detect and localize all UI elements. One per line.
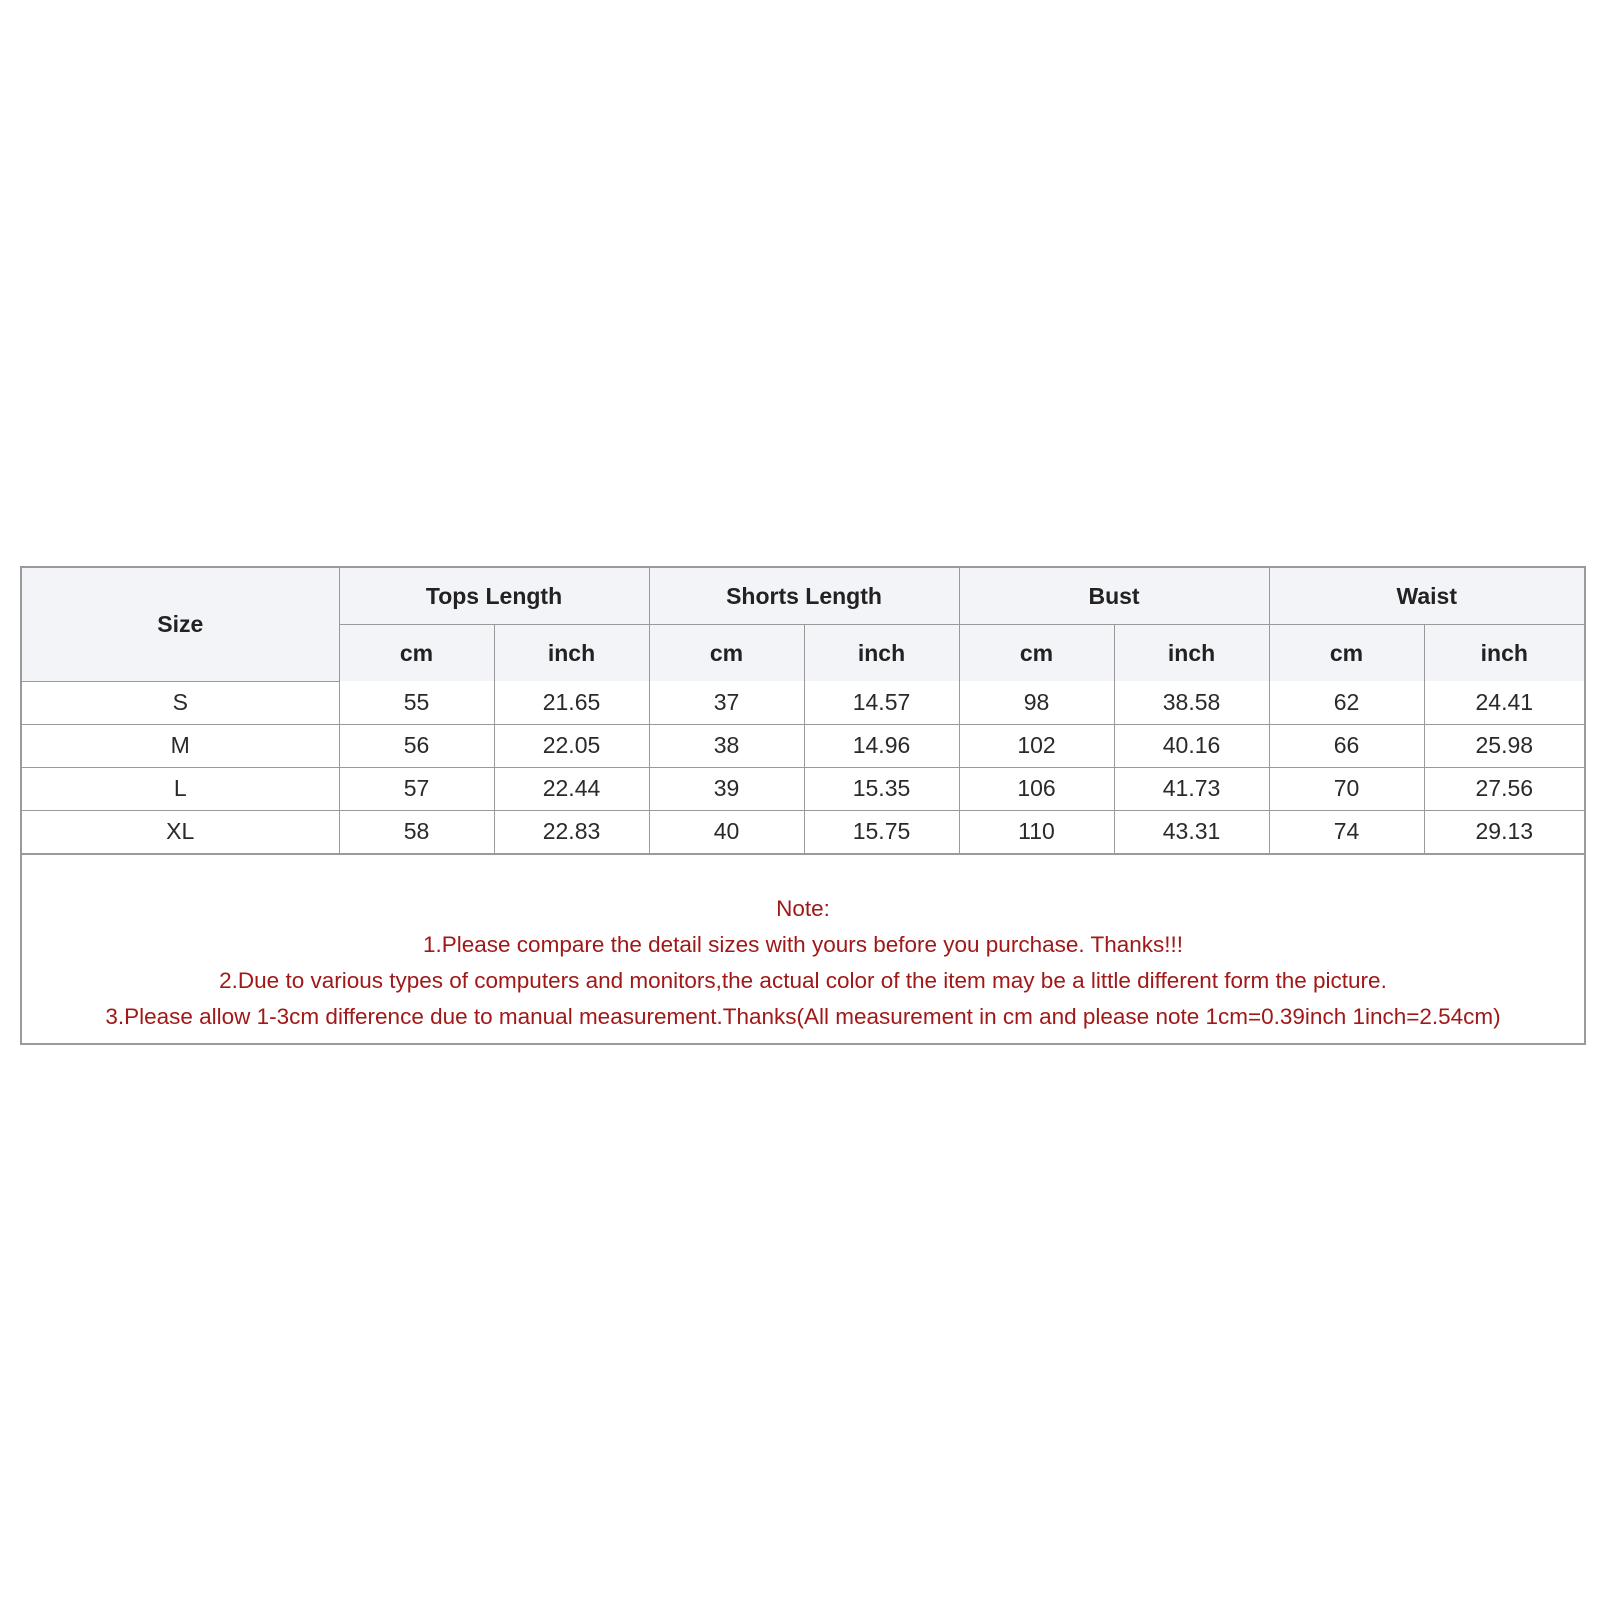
note-line: 3.Please allow 1-3cm difference due to manual measurement.Thanks(All measurement in cm and please note 1cm=0.39inch 1inch=2.54cm) xyxy=(105,1003,1501,1029)
size-cell: S xyxy=(22,681,339,724)
value-cell: 66 xyxy=(1269,724,1424,767)
value-cell: 55 xyxy=(339,681,494,724)
value-cell: 14.57 xyxy=(804,681,959,724)
size-cell: XL xyxy=(22,810,339,853)
value-cell: 29.13 xyxy=(1424,810,1584,853)
unit-header: cm xyxy=(1269,625,1424,682)
group-header-bust: Bust xyxy=(959,568,1269,625)
size-cell: M xyxy=(22,724,339,767)
size-chart xyxy=(20,566,1586,1045)
table-row xyxy=(22,810,1584,853)
value-cell: 43.31 xyxy=(1114,810,1269,853)
value-cell: 22.05 xyxy=(494,724,649,767)
value-cell: 22.44 xyxy=(494,767,649,810)
value-cell: 14.96 xyxy=(804,724,959,767)
note-line: 2.Due to various types of computers and monitors,the actual color of the item may be a little different form the picture. xyxy=(219,967,1387,993)
value-cell: 40.16 xyxy=(1114,724,1269,767)
value-cell: 110 xyxy=(959,810,1114,853)
value-cell: 57 xyxy=(339,767,494,810)
note-title: Note: xyxy=(776,895,830,921)
value-cell: 21.65 xyxy=(494,681,649,724)
table-row xyxy=(22,681,1584,724)
value-cell: 102 xyxy=(959,724,1114,767)
size-cell: L xyxy=(22,767,339,810)
unit-header: cm xyxy=(959,625,1114,682)
size-table xyxy=(22,568,1584,854)
value-cell: 22.83 xyxy=(494,810,649,853)
unit-header: inch xyxy=(1424,625,1584,682)
value-cell: 38 xyxy=(649,724,804,767)
unit-header: inch xyxy=(1114,625,1269,682)
unit-header: cm xyxy=(339,625,494,682)
value-cell: 37 xyxy=(649,681,804,724)
notes-section xyxy=(22,854,1584,1043)
table-row xyxy=(22,767,1584,810)
value-cell: 98 xyxy=(959,681,1114,724)
group-header-tops-length: Tops Length xyxy=(339,568,649,625)
table-row xyxy=(22,724,1584,767)
value-cell: 106 xyxy=(959,767,1114,810)
value-cell: 70 xyxy=(1269,767,1424,810)
value-cell: 24.41 xyxy=(1424,681,1584,724)
group-header-row xyxy=(22,568,1584,625)
value-cell: 38.58 xyxy=(1114,681,1269,724)
value-cell: 58 xyxy=(339,810,494,853)
value-cell: 39 xyxy=(649,767,804,810)
value-cell: 62 xyxy=(1269,681,1424,724)
value-cell: 40 xyxy=(649,810,804,853)
group-header-waist: Waist xyxy=(1269,568,1584,625)
value-cell: 74 xyxy=(1269,810,1424,853)
value-cell: 15.35 xyxy=(804,767,959,810)
value-cell: 15.75 xyxy=(804,810,959,853)
unit-header: inch xyxy=(494,625,649,682)
note-line: 1.Please compare the detail sizes with yours before you purchase. Thanks!!! xyxy=(423,931,1183,957)
unit-header: cm xyxy=(649,625,804,682)
size-column-header: Size xyxy=(22,568,339,681)
group-header-shorts-length: Shorts Length xyxy=(649,568,959,625)
unit-header: inch xyxy=(804,625,959,682)
value-cell: 56 xyxy=(339,724,494,767)
value-cell: 27.56 xyxy=(1424,767,1584,810)
value-cell: 25.98 xyxy=(1424,724,1584,767)
value-cell: 41.73 xyxy=(1114,767,1269,810)
